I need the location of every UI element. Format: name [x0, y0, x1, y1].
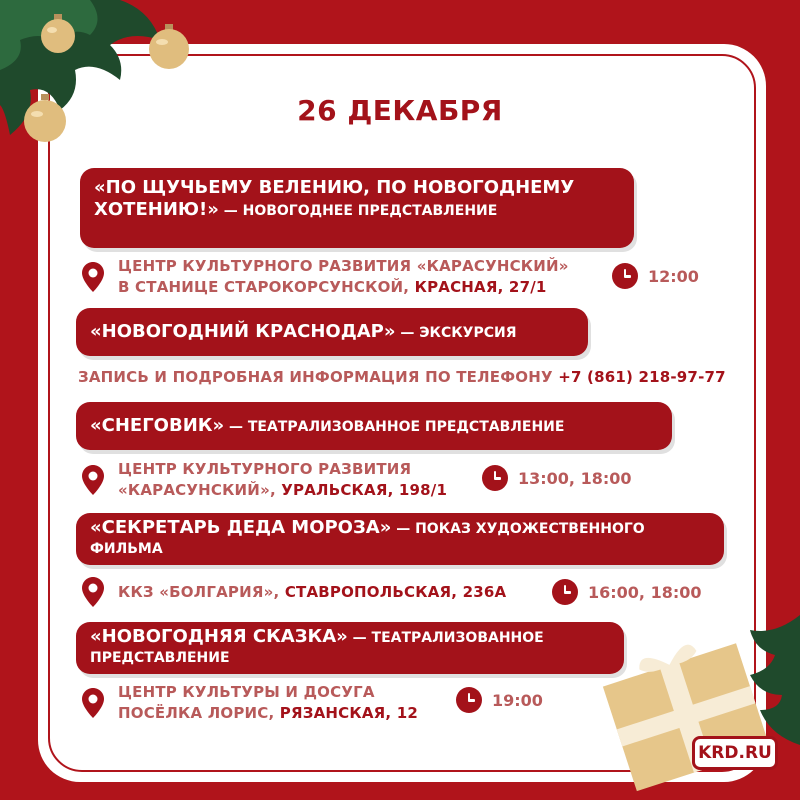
ornament-icon	[146, 24, 192, 70]
venue-name: В СТАНИЦЕ СТАРОКОРСУНСКОЙ,	[118, 278, 410, 296]
event-venue	[82, 577, 506, 607]
venue-name: ЦЕНТР КУЛЬТУРНОГО РАЗВИТИЯ	[118, 460, 412, 478]
event-subtitle: — ТЕАТРАЛИЗОВАННОЕ ПРЕДСТАВЛЕНИЕ	[224, 419, 565, 435]
venue-street: РЯЗАНСКАЯ, 12	[274, 704, 418, 722]
location-pin-icon	[82, 688, 104, 718]
time-value: 12:00	[648, 266, 699, 286]
event-title-pill	[76, 402, 672, 450]
clock-icon	[482, 465, 508, 491]
phone-number: +7 (861) 218-97-77	[552, 368, 726, 386]
event-subtitle: — НОВОГОДНЕЕ ПРЕДСТАВЛЕНИЕ	[218, 203, 498, 219]
krd-logo: KRD.RU	[692, 736, 778, 770]
clock-icon	[456, 687, 482, 713]
location-pin-icon	[82, 577, 104, 607]
venue-street: УРАЛЬСКАЯ, 198/1	[275, 481, 448, 499]
clock-icon	[552, 579, 578, 605]
venue-street: КРАСНАЯ, 27/1	[409, 278, 547, 296]
location-pin-icon	[82, 262, 104, 292]
clock-icon	[612, 263, 638, 289]
event-title-pill	[80, 168, 634, 248]
location-pin-icon	[82, 465, 104, 495]
event-title: ХОТЕНИЮ!»	[94, 199, 219, 220]
event-subtitle: — ЭКСКУРСИЯ	[395, 325, 517, 341]
ornament-icon	[38, 14, 78, 54]
venue-name: ПОСЁЛКА ЛОРИС,	[118, 704, 275, 722]
venue-name: ЦЕНТР КУЛЬТУРНОГО РАЗВИТИЯ «КАРАСУНСКИЙ»	[118, 257, 569, 275]
event-subtitle: — ТЕАТРАЛИЗОВАННОЕ	[347, 630, 544, 646]
event-title: «НОВОГОДНИЙ КРАСНОДАР»	[90, 321, 396, 342]
venue-name: «КАРАСУНСКИЙ»,	[118, 481, 276, 499]
event-venue	[82, 682, 418, 724]
time-value: 16:00, 18:00	[588, 582, 702, 602]
venue-name: ЦЕНТР КУЛЬТУРЫ И ДОСУГА	[118, 683, 375, 701]
event-title-pill	[76, 513, 724, 565]
event-title: «НОВОГОДНЯЯ СКАЗКА»	[90, 626, 348, 647]
event-time	[552, 579, 702, 605]
event-title-pill	[76, 622, 624, 674]
event-time	[456, 687, 543, 713]
event-title: «ПО ЩУЧЬЕМУ ВЕЛЕНИЮ, ПО НОВОГОДНЕМУ	[94, 177, 575, 198]
date-title: 26 ДЕКАБРЯ	[297, 94, 503, 127]
event-venue	[82, 256, 569, 298]
event-venue	[82, 459, 447, 501]
event-subtitle: ФИЛЬМА	[90, 541, 163, 557]
event-time	[482, 465, 632, 491]
event-subtitle: — ПОКАЗ ХУДОЖЕСТВЕННОГО	[391, 521, 645, 537]
time-value: 13:00, 18:00	[518, 468, 632, 488]
event-title: «СНЕГОВИК»	[90, 415, 225, 436]
event-title: «СЕКРЕТАРЬ ДЕДА МОРОЗА»	[90, 517, 392, 538]
event-time	[612, 263, 699, 289]
event-subtitle: ПРЕДСТАВЛЕНИЕ	[90, 650, 230, 666]
venue-street: СТАВРОПОЛЬСКАЯ, 236А	[279, 582, 507, 601]
event-info	[78, 368, 726, 386]
time-value: 19:00	[492, 690, 543, 710]
venue-name: ККЗ «БОЛГАРИЯ»,	[118, 582, 280, 601]
event-title-pill	[76, 308, 588, 356]
info-text: ЗАПИСЬ И ПОДРОБНАЯ ИНФОРМАЦИЯ ПО ТЕЛЕФОНУ	[78, 368, 553, 386]
